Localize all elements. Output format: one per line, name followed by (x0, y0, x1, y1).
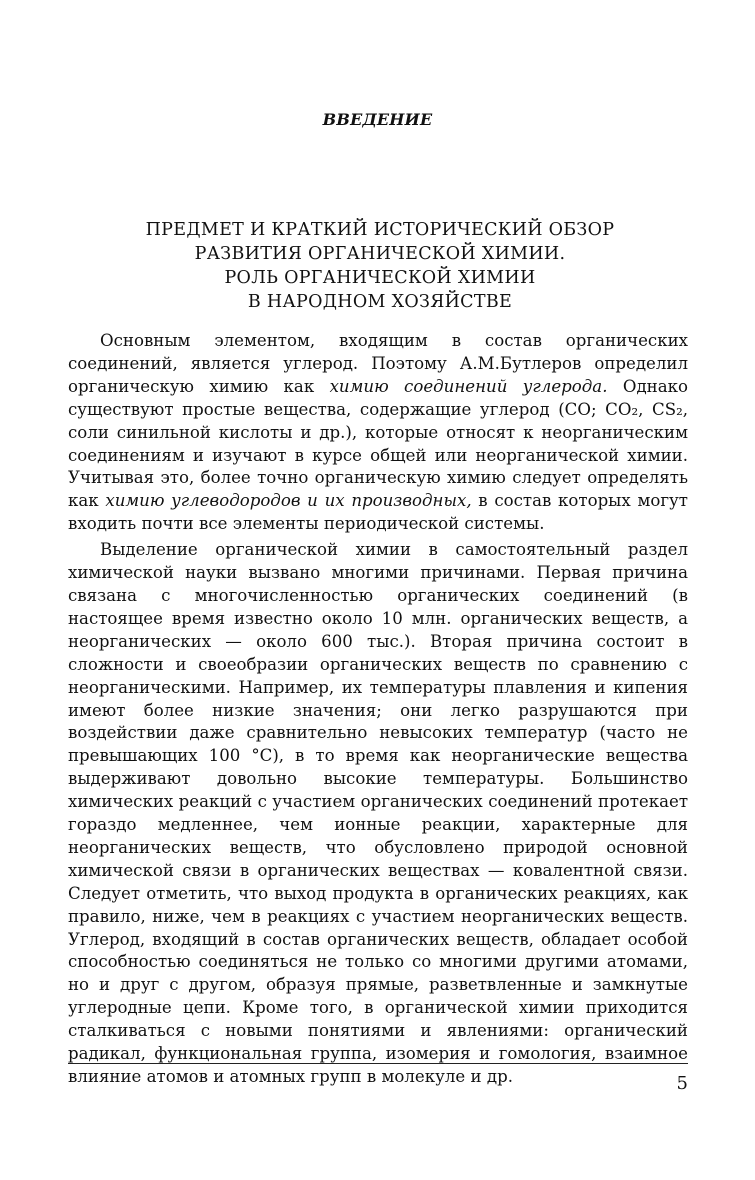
emphasis-term: химию углеводородов и их производных, (105, 491, 472, 511)
paragraph-1 (68, 330, 688, 536)
paragraph-1-text: Основным элементом, входящим в состав органических соединений, является углерод. Поэтому А.М.Бутлеров определил органическую химию как (68, 331, 688, 396)
footer-rule (68, 1063, 688, 1064)
section-heading-line: РАЗВИТИЯ ОРГАНИЧЕСКОЙ ХИМИИ. (194, 244, 566, 264)
section-heading-line: РОЛЬ ОРГАНИЧЕСКОЙ ХИМИИ (224, 268, 536, 288)
chapter-title: ВВЕДЕНИЕ (322, 110, 433, 129)
paragraph-1-text: Однако существуют простые вещества, содержащие углерод (CO; CO₂, CS₂, соли синильной кислоты и др.), которые относят к неорганическим соединениям и изучают в курсе общей или неорганической химии. Учитывая это, более точно органическую химию следует определять как (68, 376, 688, 511)
emphasis-term: химию соединений углерода. (329, 376, 608, 396)
section-heading-line: ПРЕДМЕТ И КРАТКИЙ ИСТОРИЧЕСКИЙ ОБЗОР (145, 220, 615, 240)
section-heading (70, 218, 690, 314)
paragraph-2: Выделение органической химии в самостоятельный раздел химической науки вызвано многими причинами. Первая причина связана с многочисленностью органических соединений (в настоящее время известно около 10 млн. органических веществ, а неорганических — около 600 тыс.). Вторая причина состоит в сложности и своеобразии органических веществ по сравнению с неорганическими. Например, их температуры плавления и кипения имеют более низкие значения; они легко разрушаются при воздействии даже сравнительно невысоких температур (часто не превышающих 100 °C), в то время как неорганические вещества выдерживают довольно высокие температуры. Большинство химических реакций с участием органических соединений протекает гораздо медленнее, чем ионные реакции, характерные для неорганических веществ, что обусловлено природой основной химической связи в органических веществах — ковалентной связи. Следует отметить, что выход продукта в органических реакциях, как правило, ниже, чем в реакциях с участием неорганических веществ. Углерод, входящий в состав органических веществ, обладает особой способностью соединяться не только со многими другими атомами, но и друг с другом, образуя прямые, разветвленные и замкнутые углеродные цепи. Кроме того, в органической химии приходится сталкиваться с новыми понятиями и явлениями: органический радикал, функциональная группа, изомерия и гомология, взаимное влияние атомов и атомных групп в молекуле и др. (68, 540, 688, 1086)
page-number: 5 (676, 1073, 688, 1094)
section-heading-line: В НАРОДНОМ ХОЗЯЙСТВЕ (247, 292, 513, 312)
body-text (68, 330, 688, 1089)
paragraph-1-text: в состав которых могут входить почти все элементы периодической системы. (68, 491, 688, 534)
